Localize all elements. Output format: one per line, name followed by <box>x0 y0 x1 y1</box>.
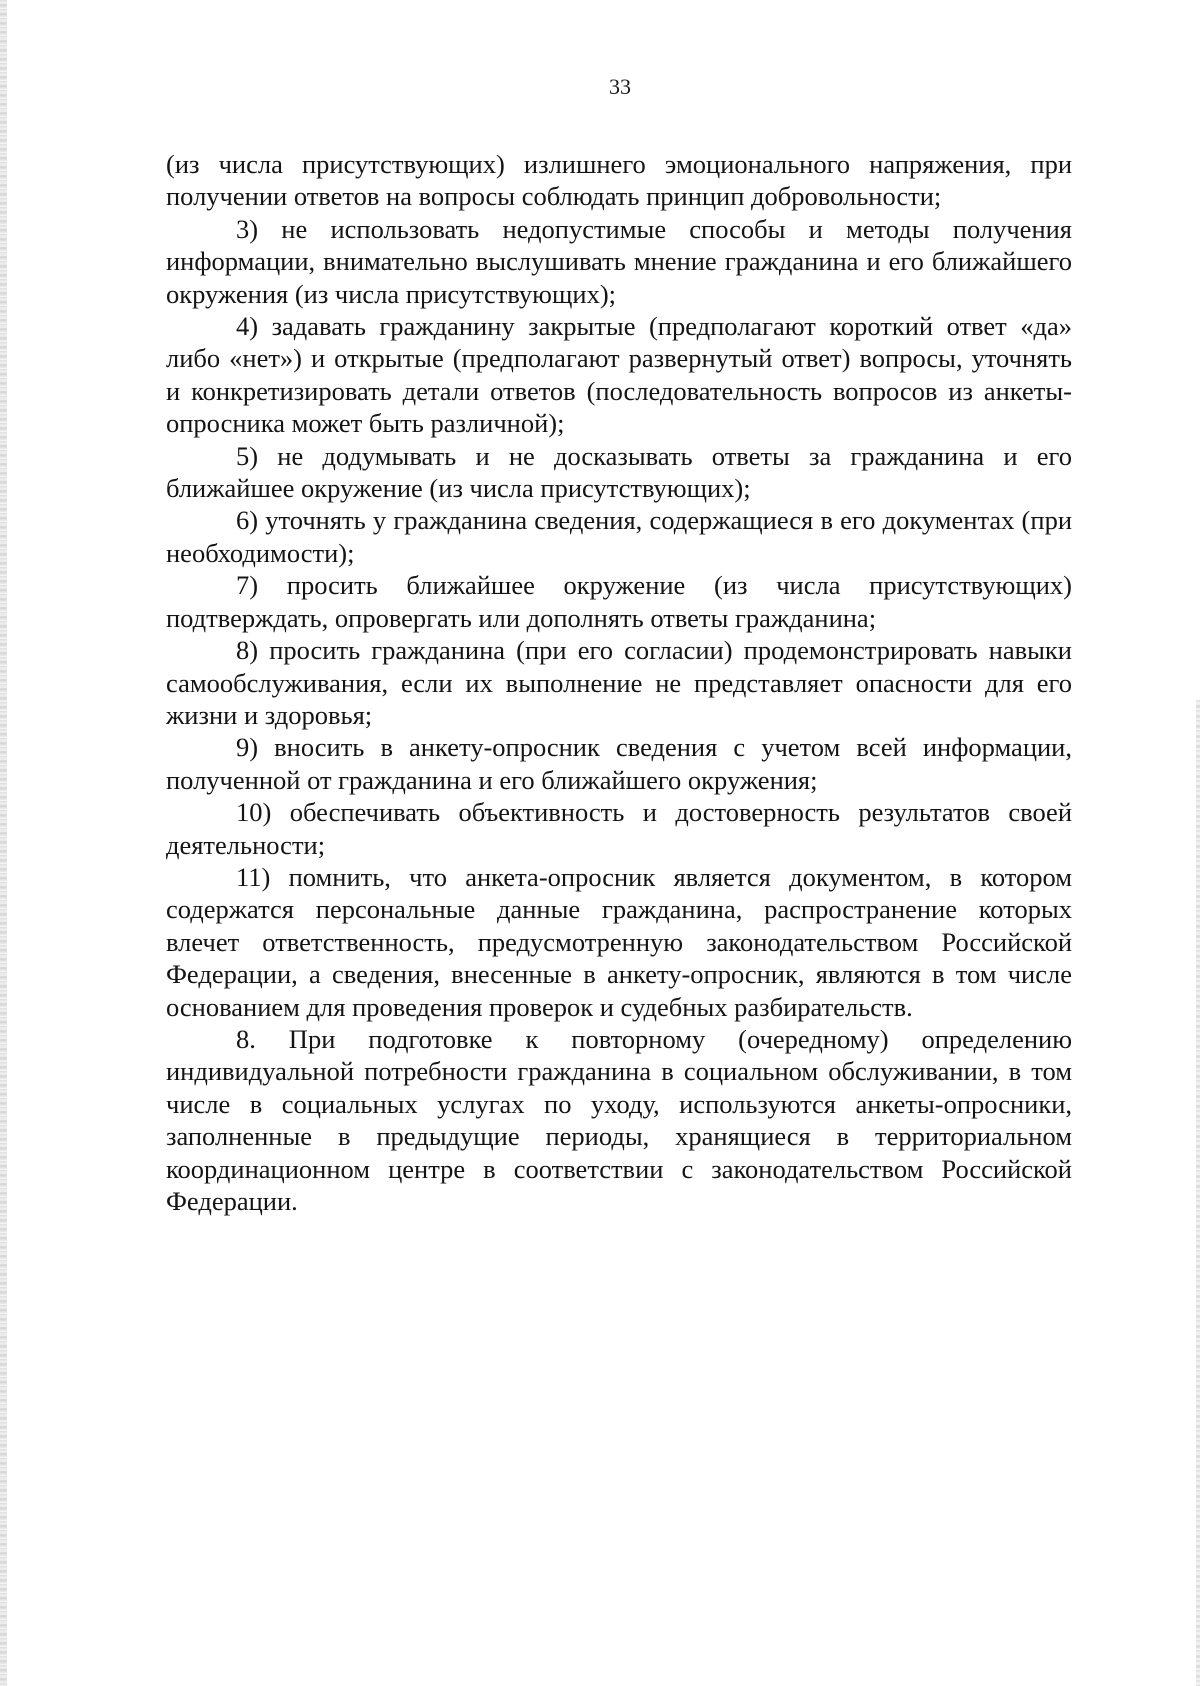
scan-edge-right <box>1196 700 1200 1686</box>
list-item-5: 5) не додумывать и не досказывать ответы за гражданина и его ближайшее окружение (из числа присутствующих); <box>166 440 1072 504</box>
list-item-8: 8) просить гражданина (при его согласии) продемонстрировать навыки самообслуживания, если их выполнение не представляет опасности для его жизни и здоровья; <box>166 635 1072 730</box>
paragraph-continuation: (из числа присутствующих) излишнего эмоционального напряжения, при получении ответов на вопросы соблюдать принцип добровольности; <box>166 149 1072 212</box>
list-item-7: 7) просить ближайшее окружение (из числа присутствующих) подтверждать, опровергать или дополнять ответы гражданина; <box>166 570 1072 633</box>
list-item-4: 4) задавать гражданину закрытые (предполагают короткий ответ «да» либо «нет») и открытые (предполагают развернутый ответ) вопросы, уточнять и конкретизировать детали ответов (последовательность вопросов из анкеты-опросника может быть различной); <box>166 311 1072 439</box>
list-item-9: 9) вносить в анкету-опросник сведения с учетом всей информации, полученной от гражданина и его ближайшего окружения; <box>166 732 1072 795</box>
list-item-6: 6) уточнять у гражданина сведения, содержащиеся в его документах (при необходимости); <box>166 505 1072 568</box>
list-item-3: 3) не использовать недопустимые способы и методы получения информации, внимательно выслушивать мнение гражданина и его ближайшего окружения (из числа присутствующих); <box>166 213 1072 309</box>
section-8-paragraph: 8. При подготовке к повторному (очередному) определению индивидуальной потребности гражданина в социальном обслуживании, в том числе в социальных услугах по уходу, используются анкеты-опросники, заполненные в предыдущие периоды, хранящиеся в территориальном координационном центре в соответствии с законодательством Российской Федерации. <box>166 1023 1072 1216</box>
list-item-10: 10) обеспечивать объективность и достоверность результатов своей деятельности; <box>166 797 1072 860</box>
list-item-11: 11) помнить, что анкета-опросник является документом, в котором содержатся персональные данные гражданина, распространение которых влечет ответственность, предусмотренную законодательством Российской Федерации, а сведения, внесенные в анкету-опросник, являются в том числе основанием для проведения проверок и судебных разбирательств. <box>166 861 1072 1022</box>
page-number: 33 <box>609 74 631 99</box>
document-body <box>166 148 1072 1217</box>
scan-edge-left <box>0 0 7 1686</box>
